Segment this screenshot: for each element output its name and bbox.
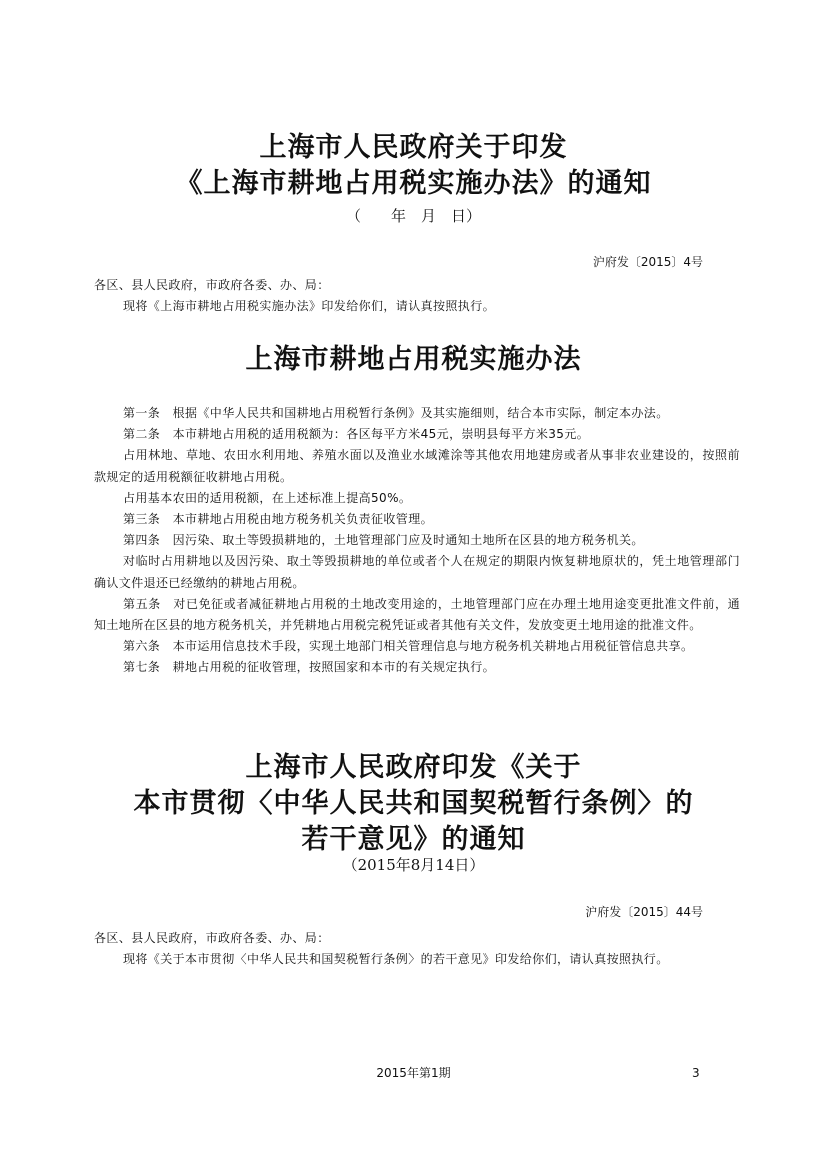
notice2-title	[0, 750, 827, 858]
notice1-recipients: 各区、县人民政府，市政府各委、办、局：	[94, 278, 330, 292]
notice2-title-line2: 本市贯彻〈中华人民共和国契税暂行条例〉的	[133, 788, 694, 819]
article-2-para-2: 占用林地、草地、农田水利用地、养殖水面以及渔业水域滩涂等其他农用地建房或者从事非农业建设的，按照前款规定的适用税额征收耕地占用税。	[94, 448, 740, 484]
page-footer	[0, 1064, 827, 1082]
notice1-body	[94, 275, 740, 317]
notice1-doc-number: 沪府发〔2015〕4号	[592, 255, 703, 269]
article-2-para-3: 占用基本农田的适用税额，在上述标准上提高50%。	[123, 490, 412, 505]
notice2-doc-number: 沪府发〔2015〕44号	[585, 905, 703, 919]
notice2-body	[94, 928, 740, 970]
notice2-body-text: 现将《关于本市贯彻〈中华人民共和国契税暂行条例〉的若干意见》印发给你们，请认真按照执行。	[123, 952, 669, 967]
page-number: 3	[692, 1066, 700, 1080]
notice2-title-line1: 上海市人民政府印发《关于	[245, 752, 582, 783]
notice1-body-text: 现将《上海市耕地占用税实施办法》印发给你们，请认真按照执行。	[123, 299, 496, 314]
article-5: 第五条 对已免征或者减征耕地占用税的土地改变用途的，土地管理部门应在办理土地用途变更批准文件前，通知土地所在区县的地方税务机关，并凭耕地占用税完税凭证或者其他有关文件，发放变更土地用途的批准文件。	[94, 596, 740, 633]
measures-title: 上海市耕地占用税实施办法	[245, 344, 582, 375]
measures-articles	[94, 403, 740, 679]
article-2: 第二条 本市耕地占用税的适用税额为：各区每平方米45元，崇明县每平方米35元。	[123, 427, 590, 442]
article-7: 第七条 耕地占用税的征收管理，按照国家和本市的有关规定执行。	[123, 660, 496, 675]
issue-label: 2015年第1期	[376, 1066, 451, 1080]
notice2-date: （2015年8月14日）	[342, 856, 485, 874]
article-6: 第六条 本市运用信息技术手段，实现土地部门相关管理信息与地方税务机关耕地占用税征管信息共享。	[123, 639, 694, 654]
notice1-date: （ 年 月 日）	[345, 207, 481, 225]
notice1-title-line1: 上海市人民政府关于印发	[259, 132, 568, 163]
article-3: 第三条 本市耕地占用税由地方税务机关负责征收管理。	[123, 512, 434, 527]
article-4-para-2: 对临时占用耕地以及因污染、取土等毁损耕地的单位或者个人在规定的期限内恢复耕地原状的，凭土地管理部门确认文件退还已经缴纳的耕地占用税。	[94, 554, 740, 590]
notice2-recipients: 各区、县人民政府，市政府各委、办、局：	[94, 931, 330, 945]
article-4: 第四条 因污染、取土等毁损耕地的，土地管理部门应及时通知土地所在区县的地方税务机关。	[123, 533, 644, 548]
notice1-title	[0, 130, 827, 202]
article-1: 第一条 根据《中华人民共和国耕地占用税暂行条例》及其实施细则，结合本市实际，制定本办法。	[123, 406, 669, 420]
notice2-title-line3: 若干意见》的通知	[301, 824, 526, 855]
notice1-title-line2: 《上海市耕地占用税实施办法》的通知	[175, 168, 652, 199]
